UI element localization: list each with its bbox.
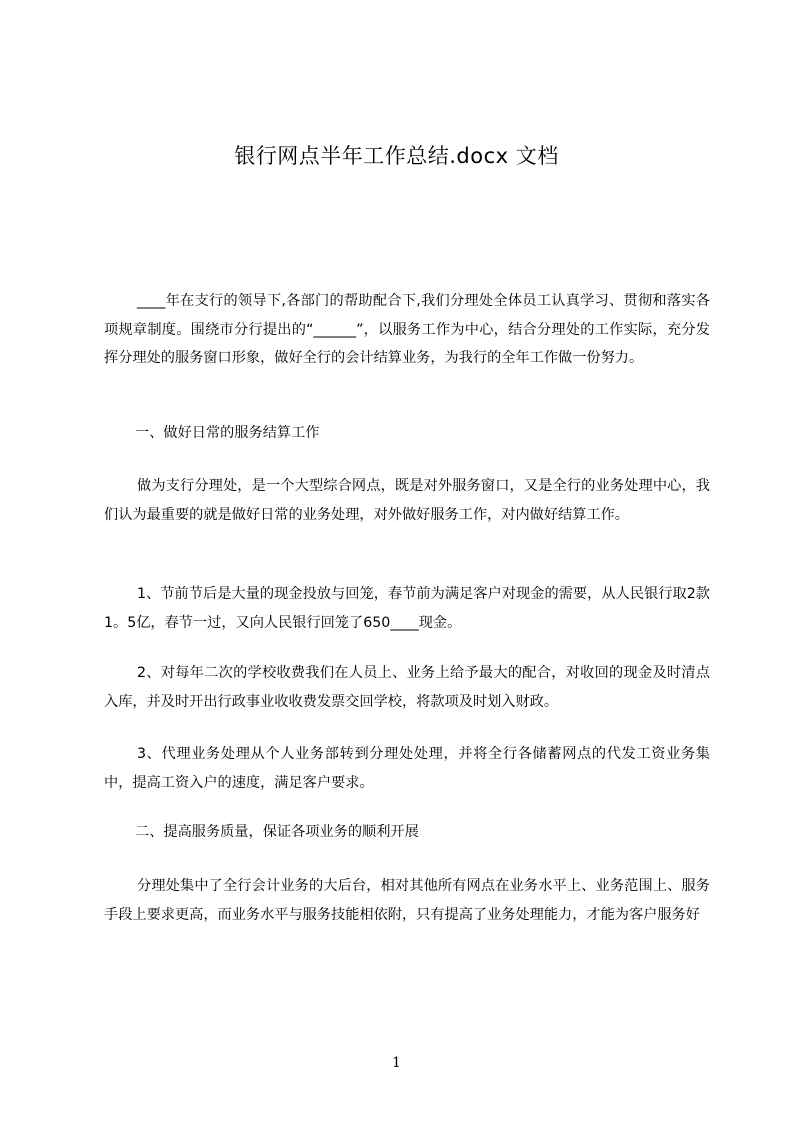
list-item-3: 3、代理业务处理从个人业务部转到分理处处理，并将全行各储蓄网点的代发工资业务集中，提高工资入户的速度，满足客户要求。 [104, 746, 710, 791]
paragraph-section-1: 做为支行分理处，是一个大型综合网点，既是对外服务窗口，又是全行的业务处理中心，我们认为最重要的就是做好日常的业务处理，对外做好服务工作，对内做好结算工作。 [104, 478, 710, 523]
paragraph-section-2: 分理处集中了全行会计业务的大后台，相对其他所有网点在业务水平上、业务范围上、服务手段上要求更高，而业务水平与服务技能相依附，只有提高了业务处理能力，才能为客户服务好 [104, 878, 710, 923]
section-heading-1: 一、做好日常的服务结算工作 [135, 425, 320, 441]
document-title: 银行网点半年工作总结.docx 文档 [234, 144, 559, 168]
page-number: 1 [392, 1055, 401, 1071]
list-item-1: 1、节前节后是大量的现金投放与回笼，春节前为满足客户对现金的需要，从人民银行取2款1。5亿，春节一过，又向人民银行回笼了650____现金。 [104, 586, 710, 631]
section-heading-2: 二、提高服务质量，保证各项业务的顺利开展 [135, 824, 419, 840]
list-item-2: 2、对每年二次的学校收费我们在人员上、业务上给予最大的配合，对收回的现金及时清点入库，并及时开出行政事业收收费发票交回学校，将款项及时划入财政。 [104, 665, 710, 710]
paragraph-intro: ____年在支行的领导下,各部门的帮助配合下,我们分理处全体员工认真学习、贯彻和落实各项规章制度。围绕市分行提出的“______”，以服务工作为中心，结合分理处的工作实际，充分发挥分理处的服务窗口形象，做好全行的会计结算业务，为我行的全年工作做一份努力。 [104, 293, 710, 366]
